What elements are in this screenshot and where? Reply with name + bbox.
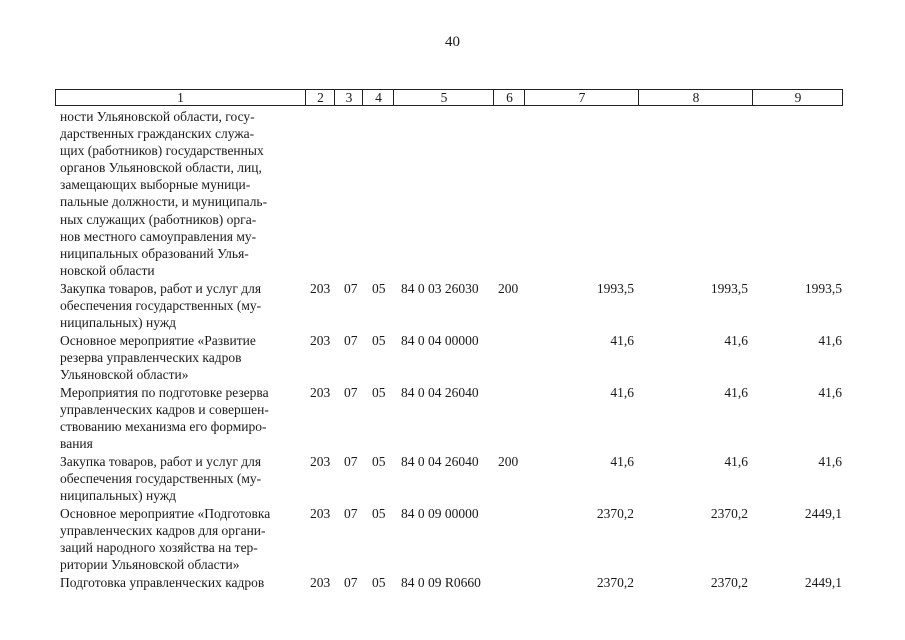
cell-amount-col8: 2370,2: [710, 575, 748, 590]
cell-ministry-code: 203: [310, 575, 331, 590]
cell-amount-col8: 41,6: [724, 385, 748, 400]
cell-subsection: 05: [372, 281, 386, 296]
cell-target-article: 84 0 09 00000: [401, 506, 479, 521]
cell-section: 07: [344, 454, 358, 469]
cell-amount-col7: 2370,2: [596, 575, 634, 590]
cell-expense-type: 200: [498, 281, 519, 296]
row-description: Мероприятия по подготовке резерва управленческих кадров и совершен- ствованию механизма его формиро- вания: [60, 385, 269, 452]
cell-amount-col7: 41,6: [610, 454, 634, 469]
cell-subsection: 05: [372, 575, 386, 590]
cell-amount-col8: 1993,5: [710, 281, 748, 296]
table-header: [55, 89, 843, 106]
cell-amount-col9: 2449,1: [804, 575, 842, 590]
cell-subsection: 05: [372, 385, 386, 400]
cell-target-article: 84 0 09 R0660: [401, 575, 481, 590]
cell-subsection: 05: [372, 333, 386, 348]
cell-section: 07: [344, 281, 358, 296]
cell-ministry-code: 203: [310, 454, 331, 469]
row-description: Подготовка управленческих кадров: [60, 575, 265, 590]
table-row: [0, 332, 905, 384]
row-description: Основное мероприятие «Развитие резерва управленческих кадров Ульяновской области»: [60, 333, 256, 383]
row-description: Основное мероприятие «Подготовка управленческих кадров для органи- заций народного хозяйства на тер- ритории Ульяновской области»: [60, 506, 271, 573]
header-col-6: 6: [493, 90, 525, 105]
table-row: [0, 384, 905, 453]
cell-target-article: 84 0 04 00000: [401, 333, 479, 348]
cell-amount-col7: 41,6: [610, 333, 634, 348]
cell-ministry-code: 203: [310, 333, 331, 348]
cell-ministry-code: 203: [310, 281, 331, 296]
cell-section: 07: [344, 575, 358, 590]
header-col-2: 2: [305, 90, 335, 105]
cell-expense-type: 200: [498, 454, 519, 469]
header-col-5: 5: [393, 90, 494, 105]
cell-amount-col8: 2370,2: [710, 506, 748, 521]
header-col-4: 4: [362, 90, 394, 105]
table-row: [0, 505, 905, 574]
header-col-8: 8: [638, 90, 753, 105]
cell-target-article: 84 0 04 26040: [401, 385, 479, 400]
table-row: [0, 453, 905, 505]
cell-amount-col9: 2449,1: [804, 506, 842, 521]
cell-subsection: 05: [372, 454, 386, 469]
cell-section: 07: [344, 385, 358, 400]
cell-section: 07: [344, 506, 358, 521]
cell-amount-col8: 41,6: [724, 454, 748, 469]
page-number: 40: [445, 34, 460, 50]
cell-ministry-code: 203: [310, 385, 331, 400]
table-row: [0, 574, 905, 594]
row-description: ности Ульяновской области, госу- дарственных гражданских служа- щих (работников) государственных органов Ульяновской области, лиц, замещающих выборные муници- пальные должности, и муниципаль- ных служащих (работников) орга- нов местного самоуправления му- ниципальных образований Улья- новской области: [60, 109, 268, 278]
row-description: Закупка товаров, работ и услуг для обеспечения государственных (му- ниципальных) нужд: [60, 281, 262, 331]
header-col-7: 7: [524, 90, 639, 105]
cell-ministry-code: 203: [310, 506, 331, 521]
cell-subsection: 05: [372, 506, 386, 521]
cell-amount-col9: 1993,5: [804, 281, 842, 296]
cell-amount-col7: 1993,5: [596, 281, 634, 296]
cell-target-article: 84 0 03 26030: [401, 281, 479, 296]
table-row: [0, 280, 905, 332]
cell-amount-col7: 41,6: [610, 385, 634, 400]
cell-target-article: 84 0 04 26040: [401, 454, 479, 469]
cell-amount-col8: 41,6: [724, 333, 748, 348]
cell-amount-col9: 41,6: [818, 385, 842, 400]
cell-amount-col9: 41,6: [818, 454, 842, 469]
cell-section: 07: [344, 333, 358, 348]
header-col-9: 9: [752, 90, 843, 105]
cell-amount-col7: 2370,2: [596, 506, 634, 521]
header-col-1: 1: [177, 90, 184, 105]
row-description: Закупка товаров, работ и услуг для обеспечения государственных (му- ниципальных) нужд: [60, 454, 262, 504]
table-body: [0, 108, 905, 594]
header-col-3: 3: [334, 90, 363, 105]
cell-amount-col9: 41,6: [818, 333, 842, 348]
table-row: [0, 108, 905, 280]
